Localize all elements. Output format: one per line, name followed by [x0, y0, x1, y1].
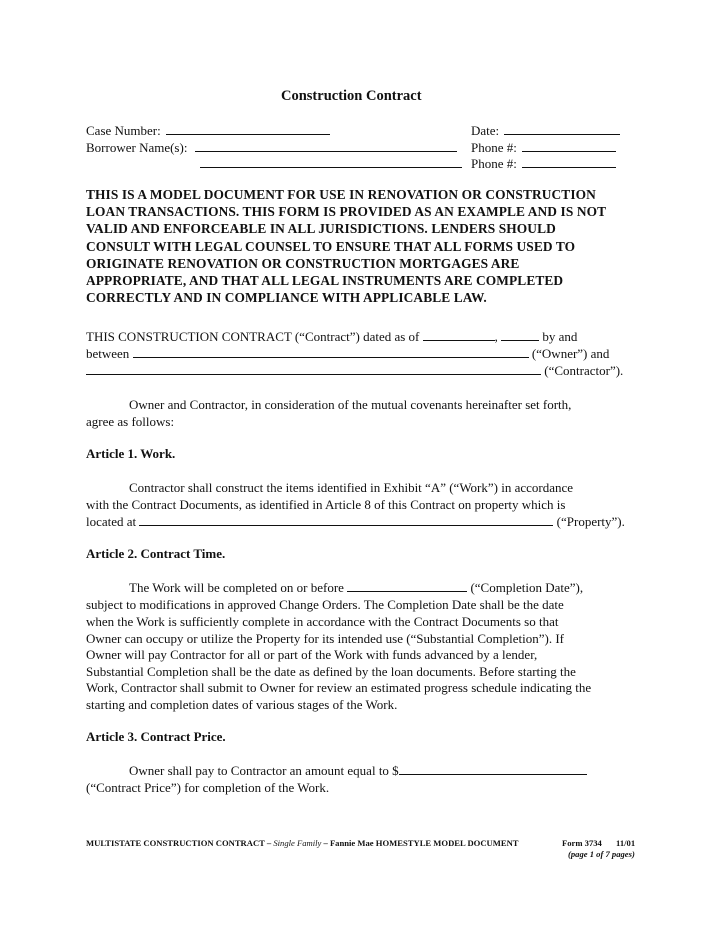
phone2-label: Phone #: [471, 156, 517, 171]
date-blank[interactable] [504, 122, 620, 135]
intro-by-and: by and [542, 329, 578, 344]
warning-line: THIS IS A MODEL DOCUMENT FOR USE IN RENOVATION OR CONSTRUCTION [86, 187, 596, 202]
footer-title: MULTISTATE CONSTRUCTION CONTRACT [86, 838, 265, 848]
intro-contractor: (“Contractor”). [544, 363, 624, 378]
article-2-line: Owner can occupy or utilize the Property for its intended use (“Substantial Completion”). If [86, 631, 564, 646]
phone1-label: Phone #: [471, 140, 517, 155]
property-label: (“Property”). [556, 514, 625, 529]
borrower-blank-2-row [200, 155, 462, 172]
borrower-label: Borrower Name(s): [86, 140, 188, 155]
footer-separator: – [321, 838, 330, 848]
footer-page-number [568, 849, 635, 859]
case-number-row [86, 122, 330, 139]
intro-text: THIS CONSTRUCTION CONTRACT (“Contract”) dated as of [86, 329, 420, 344]
article-3-first-line [129, 762, 587, 779]
article-2-heading: Article 2. Contract Time. [86, 546, 226, 561]
document-title: Construction Contract [281, 88, 422, 104]
date-row [471, 122, 620, 139]
borrower-row [86, 139, 457, 156]
case-number-blank[interactable] [166, 122, 330, 135]
intro-between: between [86, 346, 130, 361]
article-1-property-row [86, 513, 625, 530]
article-1-line: Contractor shall construct the items identified in Exhibit “A” (“Work”) in accordance [129, 480, 574, 495]
phone2-blank[interactable] [522, 155, 616, 168]
article-2-line: when the Work is sufficiently complete in accordance with the Contract Documents so that [86, 614, 559, 629]
completion-date-blank[interactable] [347, 579, 467, 592]
article-2-line: starting and completion dates of various stages of the Work. [86, 697, 398, 712]
intro-line-3 [86, 362, 623, 379]
borrower-blank[interactable] [195, 139, 457, 152]
article-2-line: subject to modifications in approved Change Orders. The Completion Date shall be the date [86, 597, 564, 612]
article-1-heading: Article 1. Work. [86, 446, 176, 461]
case-number-label: Case Number: [86, 123, 161, 138]
located-at-label: located at [86, 514, 137, 529]
date-label: Date: [471, 123, 500, 138]
page-indicator: (page 1 of 7 pages) [568, 849, 635, 859]
recital-line-2: agree as follows: [86, 414, 175, 429]
borrower-blank-2[interactable] [200, 155, 462, 168]
article-2-line: Work, Contractor shall submit to Owner for review an estimated progress schedule indicating the [86, 680, 592, 695]
contract-price-blank[interactable] [399, 762, 587, 775]
article-2-first-line [129, 579, 583, 596]
recital-line-1: Owner and Contractor, in consideration of the mutual covenants hereinafter set forth, [129, 397, 572, 412]
footer-separator: – [264, 838, 274, 848]
contract-date-blank[interactable] [423, 328, 495, 341]
warning-line: CONSULT WITH LEGAL COUNSEL TO ENSURE THAT ALL FORMS USED TO [86, 238, 576, 254]
owner-name-blank[interactable] [133, 345, 529, 358]
warning-line: ORIGINATE RENOVATION OR CONSTRUCTION MORTGAGES ARE [86, 255, 520, 271]
form-revision: 11/01 [616, 838, 636, 848]
completion-text: The Work will be completed on or before [129, 580, 344, 595]
contract-year-blank[interactable] [501, 328, 539, 341]
article-3-line: (“Contract Price”) for completion of the Work. [86, 780, 330, 795]
footer-form-title [86, 838, 519, 848]
article-2-line: Owner will pay Contractor for all or part of the Work with funds advanced by a lender, [86, 647, 538, 662]
intro-line-2 [86, 345, 609, 362]
intro-line-1 [86, 328, 577, 345]
warning-line: VALID AND ENFORCEABLE IN ALL JURISDICTIONS. LENDERS SHOULD [86, 221, 556, 237]
intro-owner-and: (“Owner”) and [531, 346, 610, 361]
footer-form-number [562, 838, 635, 848]
article-2-line: Substantial Completion shall be the date as defined by the loan documents. Before starting the [86, 664, 576, 679]
model-document-warning [86, 186, 606, 306]
footer-fannie-mae: Fannie Mae HOMESTYLE MODEL DOCUMENT [329, 838, 519, 848]
phone2-row [471, 155, 616, 172]
warning-line: CORRECTLY AND IN COMPLIANCE WITH APPLICABLE LAW. [86, 290, 487, 306]
intro-comma: , [494, 329, 498, 344]
property-address-blank[interactable] [139, 513, 553, 526]
phone1-row [471, 139, 616, 156]
form-number: Form 3734 [562, 838, 602, 848]
article-1-line: with the Contract Documents, as identified in Article 8 of this Contract on property which is [86, 497, 566, 512]
footer-single-family: Single Family [273, 838, 322, 848]
warning-line: LOAN TRANSACTIONS. THIS FORM IS PROVIDED AS AN EXAMPLE AND IS NOT [86, 204, 607, 220]
phone1-blank[interactable] [522, 139, 616, 152]
article-3-heading: Article 3. Contract Price. [86, 729, 226, 744]
contractor-name-blank[interactable] [86, 362, 541, 375]
warning-line: APPROPRIATE, AND THAT ALL LEGAL INSTRUMENTS ARE COMPLETED [86, 273, 564, 289]
contract-price-text: Owner shall pay to Contractor an amount equal to $ [129, 763, 399, 778]
completion-date-label: (“Completion Date”), [470, 580, 584, 595]
